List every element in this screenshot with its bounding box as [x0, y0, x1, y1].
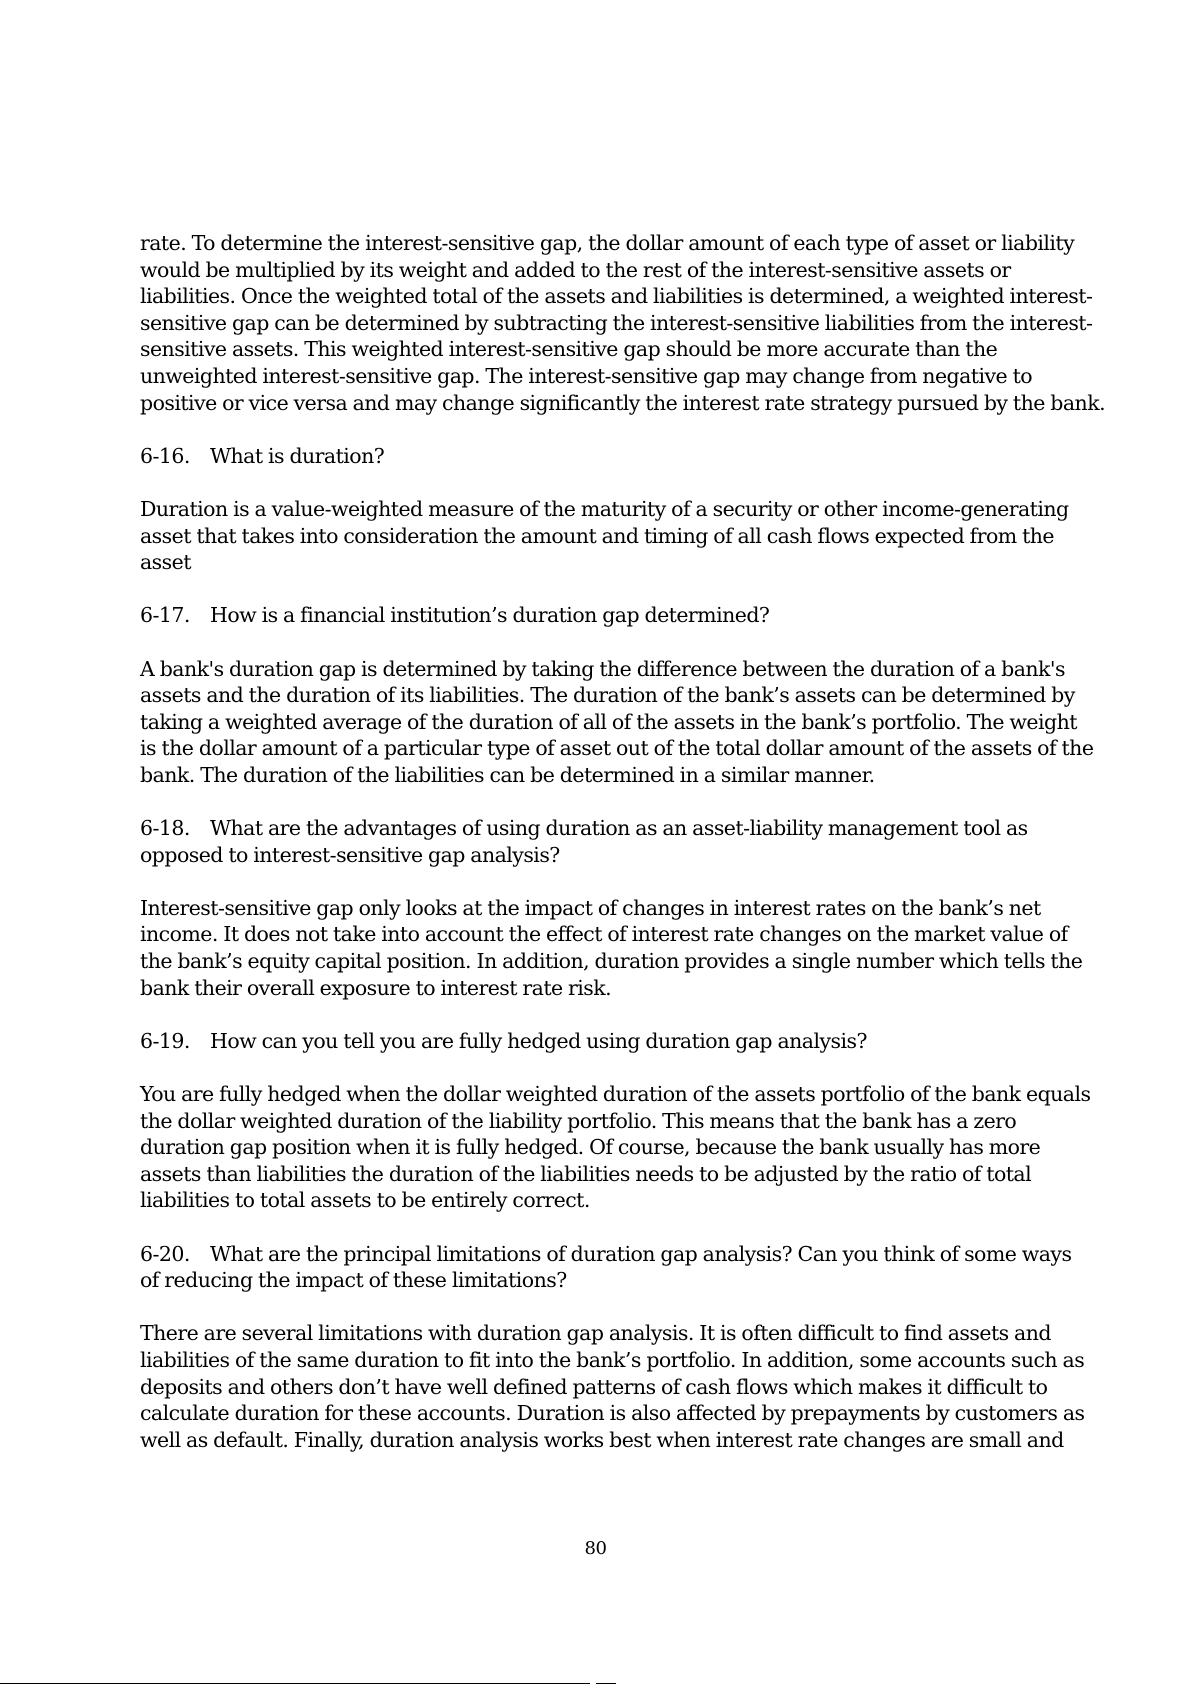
answer-line	[140, 895, 1060, 922]
line-text: positive or vice versa and may change significantly the interest rate strategy pursued by the bank.	[140, 390, 1106, 415]
line-text: of reducing the impact of these limitations?	[140, 1268, 567, 1293]
answer-line	[140, 1320, 1060, 1347]
line-text: Interest-sensitive gap only looks at the impact of changes in interest rates on the bank’s net	[140, 895, 1041, 920]
line-text: would be multiplied by its weight and added to the rest of the interest-sensitive assets or	[140, 257, 1011, 282]
answer-paragraph	[140, 1320, 1085, 1453]
answer-line	[140, 283, 1093, 310]
answer-paragraph	[140, 1081, 1091, 1214]
question-paragraph	[140, 443, 1060, 470]
answer-line	[140, 310, 1093, 337]
line-text: What are the advantages of using duration as an asset-liability management tool as	[210, 816, 1028, 841]
page-number: 80	[584, 1538, 607, 1559]
answer-line	[140, 948, 1083, 975]
line-text: asset	[140, 550, 191, 575]
answer-line	[140, 523, 1060, 550]
answer-line	[140, 336, 1060, 363]
answer-line	[140, 709, 1077, 736]
line-text: How is a financial institution’s duration gap determined?	[210, 603, 770, 628]
question-line	[140, 842, 1060, 869]
footer-rule	[0, 1683, 590, 1684]
question-line	[140, 1028, 1060, 1055]
line-text: What are the principal limitations of duration gap analysis? Can you think of some ways	[210, 1241, 1072, 1266]
answer-line	[140, 230, 1075, 257]
question-paragraph	[140, 1028, 1060, 1055]
question-number: 6-17.	[140, 603, 190, 628]
paragraph-spacer	[140, 788, 1060, 815]
question-number: 6-19.	[140, 1028, 190, 1053]
answer-line	[140, 549, 1060, 576]
line-text: the dollar weighted duration of the liability portfolio. This means that the bank has a zero	[140, 1108, 1017, 1133]
footer-rule-segment	[596, 1683, 616, 1684]
line-text: the bank’s equity capital position. In addition, duration provides a single number which tells the	[140, 949, 1083, 974]
question-line	[140, 815, 1060, 842]
answer-line	[140, 1187, 1060, 1214]
question-paragraph	[140, 1241, 1072, 1294]
line-text: assets and the duration of its liabilities. The duration of the bank’s assets can be determined by	[140, 683, 1075, 708]
answer-line	[140, 975, 1060, 1002]
paragraph-spacer	[140, 416, 1060, 443]
paragraph-spacer	[140, 868, 1060, 895]
paragraph-spacer	[140, 576, 1060, 603]
line-text: duration gap position when it is fully hedged. Of course, because the bank usually has more	[140, 1135, 1041, 1160]
line-text: What is duration?	[210, 443, 385, 468]
line-text: bank. The duration of the liabilities can be determined in a similar manner.	[140, 762, 875, 787]
line-text: well as default. Finally, duration analysis works best when interest rate changes are small and	[140, 1427, 1064, 1452]
answer-paragraph	[140, 895, 1083, 1001]
question-line	[140, 443, 1060, 470]
answer-line	[140, 390, 1106, 417]
line-text: rate. To determine the interest-sensitive gap, the dollar amount of each type of asset or liability	[140, 231, 1075, 255]
line-text: unweighted interest-sensitive gap. The interest-sensitive gap may change from negative to	[140, 363, 1033, 388]
answer-line	[140, 682, 1075, 709]
paragraph-spacer	[140, 1214, 1060, 1241]
paragraph-spacer	[140, 1054, 1060, 1081]
paragraph-spacer	[140, 1001, 1060, 1028]
answer-line	[140, 363, 1060, 390]
answer-line	[140, 496, 1069, 523]
answer-line	[140, 735, 1094, 762]
answer-line	[140, 1374, 1060, 1401]
answer-paragraph	[140, 230, 1106, 416]
line-text: Duration is a value-weighted measure of the maturity of a security or other income-generating	[140, 496, 1069, 521]
question-number: 6-18.	[140, 816, 190, 841]
paragraph-spacer	[140, 629, 1060, 656]
question-line	[140, 1267, 1060, 1294]
line-text: You are fully hedged when the dollar weighted duration of the assets portfolio of the bank equals	[140, 1082, 1091, 1106]
line-text: taking a weighted average of the duration of all of the assets in the bank’s portfolio. The weight	[140, 709, 1077, 734]
answer-line	[140, 1081, 1091, 1108]
answer-line	[140, 1347, 1085, 1374]
line-text: sensitive assets. This weighted interest-sensitive gap should be more accurate than the	[140, 337, 998, 362]
question-number: 6-16.	[140, 443, 190, 468]
line-text: bank their overall exposure to interest rate risk.	[140, 975, 612, 1000]
question-paragraph	[140, 602, 1060, 629]
answer-line	[140, 1427, 1064, 1454]
line-text: sensitive gap can be determined by subtracting the interest-sensitive liabilities from the interest-	[140, 310, 1093, 335]
line-text: asset that takes into consideration the amount and timing of all cash flows expected from the	[140, 523, 1055, 548]
question-line	[140, 1241, 1072, 1268]
document-body	[140, 230, 1106, 1453]
line-text: liabilities of the same duration to fit into the bank’s portfolio. In addition, some accounts such as	[140, 1347, 1085, 1372]
paragraph-spacer	[140, 469, 1060, 496]
question-paragraph	[140, 815, 1060, 868]
line-text: assets than liabilities the duration of the liabilities needs to be adjusted by the ratio of total	[140, 1161, 1032, 1186]
line-text: There are several limitations with duration gap analysis. It is often difficult to find assets and	[140, 1321, 1051, 1346]
answer-line	[140, 921, 1068, 948]
line-text: calculate duration for these accounts. Duration is also affected by prepayments by customers as	[140, 1401, 1085, 1426]
answer-line	[140, 656, 1065, 683]
question-line	[140, 602, 1060, 629]
line-text: liabilities. Once the weighted total of the assets and liabilities is determined, a weighted interest-	[140, 284, 1093, 309]
line-text: income. It does not take into account the effect of interest rate changes on the market value of	[140, 922, 1068, 947]
line-text: How can you tell you are fully hedged using duration gap analysis?	[210, 1028, 867, 1053]
line-text: deposits and others don’t have well defined patterns of cash flows which makes it difficult to	[140, 1374, 1048, 1399]
line-text: liabilities to total assets to be entirely correct.	[140, 1188, 590, 1213]
answer-line	[140, 1400, 1085, 1427]
answer-line	[140, 1161, 1060, 1188]
paragraph-spacer	[140, 1294, 1060, 1321]
answer-line	[140, 762, 1060, 789]
line-text: opposed to interest-sensitive gap analysis?	[140, 842, 560, 867]
answer-line	[140, 1108, 1060, 1135]
answer-line	[140, 257, 1060, 284]
line-text: A bank's duration gap is determined by taking the difference between the duration of a bank's	[140, 656, 1065, 681]
line-text: is the dollar amount of a particular type of asset out of the total dollar amount of the assets of the	[140, 736, 1094, 761]
question-number: 6-20.	[140, 1241, 190, 1266]
answer-paragraph	[140, 656, 1094, 789]
answer-line	[140, 1134, 1060, 1161]
answer-paragraph	[140, 496, 1069, 576]
